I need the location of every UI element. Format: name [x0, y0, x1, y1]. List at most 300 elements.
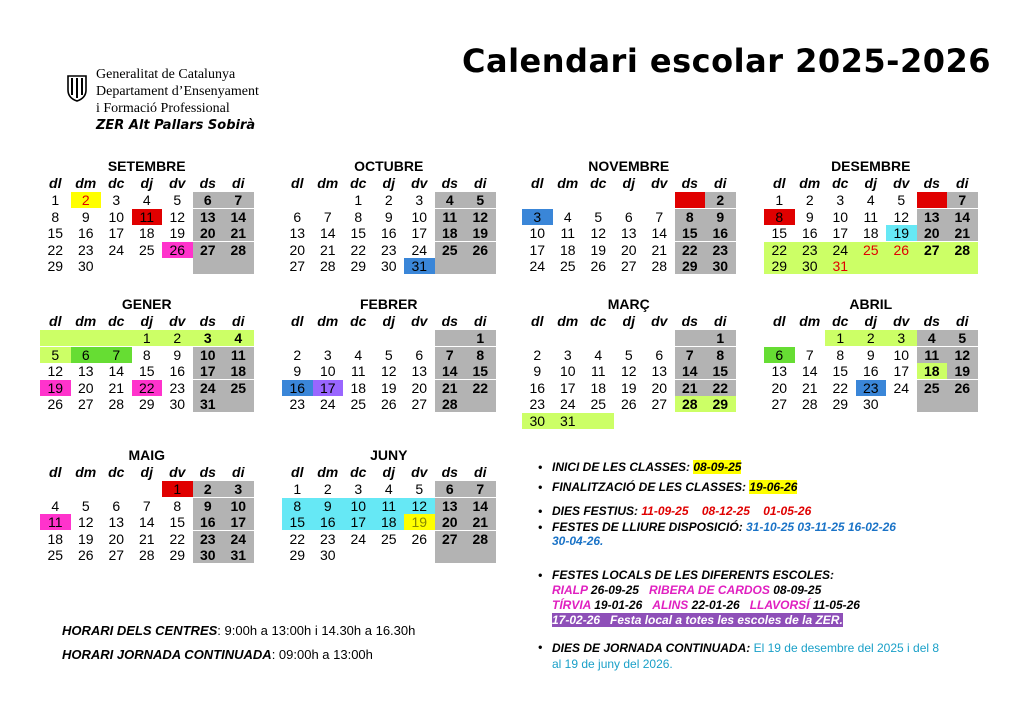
day-cell: 28 [435, 396, 466, 412]
weekday-label: dm [799, 175, 821, 191]
day-cell: 9 [866, 346, 875, 363]
empty-cell [917, 396, 948, 412]
weekday-label: ds [199, 175, 216, 191]
day-cell: 21 [319, 241, 336, 258]
day-cell: 30 [380, 258, 397, 274]
day-cell: 10 [893, 346, 910, 363]
day-cell: 29 [832, 396, 849, 412]
day-cell: 6 [293, 208, 302, 225]
day-cell: 23 [77, 241, 94, 258]
day-cell: 27 [289, 258, 306, 274]
weekday-label: dv [169, 175, 186, 191]
day-cell: 29 [764, 258, 795, 274]
day-cell: 8 [836, 346, 845, 363]
day-cell: 14 [319, 225, 336, 241]
day-cell: 26 [886, 242, 917, 258]
empty-cell [465, 396, 496, 412]
weekday-label: dj [140, 464, 153, 480]
day-cell: 13 [435, 498, 466, 514]
weekday-label: dv [411, 175, 428, 191]
day-cell: 8 [51, 208, 60, 225]
empty-cell [856, 258, 887, 274]
day-cell: 17 [529, 241, 546, 258]
day-cell: 20 [917, 225, 948, 241]
empty-cell [223, 396, 254, 412]
day-cell: 13 [289, 225, 306, 241]
day-cell: 12 [590, 225, 607, 241]
day-cell: 10 [559, 363, 576, 379]
zer-name: ZER Alt Pallars Sobirà [96, 118, 256, 133]
day-cell: 16 [313, 514, 344, 530]
day-cell: 29 [47, 258, 64, 274]
day-cell: 11 [917, 347, 948, 363]
day-cell: 8 [465, 347, 496, 363]
day-cell: 12 [465, 209, 496, 225]
day-cell: 10 [108, 208, 125, 225]
day-cell: 26 [590, 258, 607, 274]
weekday-label: di [232, 313, 245, 329]
day-cell: 24 [529, 258, 546, 274]
day-cell: 12 [47, 363, 64, 379]
day-cell: 25 [559, 258, 576, 274]
empty-cell [40, 330, 71, 346]
weekday-label: dc [108, 464, 125, 480]
day-cell: 15 [675, 225, 706, 241]
weekday-label: dc [590, 313, 607, 329]
day-cell: 3 [563, 346, 572, 363]
day-cell: 28 [319, 258, 336, 274]
day-cell: 15 [832, 363, 849, 379]
day-cell: 20 [411, 379, 428, 396]
weekday-label: dj [140, 175, 153, 191]
weekday-label: dc [108, 313, 125, 329]
day-cell: 30 [169, 396, 186, 412]
day-cell: 21 [465, 514, 496, 530]
day-cell: 28 [947, 242, 978, 258]
day-cell: 22 [705, 380, 736, 396]
day-cell: 1 [465, 330, 496, 346]
day-cell: 29 [350, 258, 367, 274]
day-cell: 29 [675, 258, 706, 274]
day-cell: 15 [465, 363, 496, 379]
day-cell: 1 [825, 330, 856, 346]
weekday-label: dc [590, 175, 607, 191]
day-cell: 15 [169, 514, 186, 530]
day-cell: 5 [415, 481, 424, 497]
weekday-label: ds [199, 313, 216, 329]
day-cell: 21 [651, 241, 668, 258]
day-cell: 17 [313, 380, 344, 396]
month-name: JUNY [370, 447, 408, 463]
day-cell: 16 [169, 363, 186, 379]
day-cell: 23 [193, 531, 224, 547]
weekday-label: dv [169, 313, 186, 329]
day-cell: 19 [947, 363, 978, 379]
month-name: OCTUBRE [354, 158, 424, 174]
day-cell: 7 [435, 347, 466, 363]
day-cell: 2 [384, 192, 393, 208]
day-cell: 14 [651, 225, 668, 241]
day-cell: 10 [319, 363, 336, 379]
day-cell: 5 [81, 497, 90, 514]
weekday-label: dj [382, 313, 395, 329]
day-cell: 16 [862, 363, 879, 379]
month-maig [40, 447, 254, 564]
weekday-header [282, 313, 496, 329]
day-cell: 8 [142, 346, 151, 363]
weekday-label: dc [350, 175, 367, 191]
day-cell: 27 [411, 396, 428, 412]
day-cell: 27 [917, 242, 948, 258]
day-cell: 21 [223, 225, 254, 241]
day-cell: 1 [293, 481, 302, 497]
day-cell: 5 [897, 192, 906, 208]
day-cell: 13 [193, 209, 224, 225]
day-cell: 16 [193, 514, 224, 530]
day-cell: 16 [801, 225, 818, 241]
day-cell: 7 [101, 347, 132, 363]
day-cell: 7 [805, 346, 814, 363]
empty-cell [583, 413, 614, 429]
day-cell: 22 [169, 530, 186, 547]
weekday-label: dl [291, 464, 304, 480]
empty-cell [71, 330, 102, 346]
weekday-header [522, 313, 736, 329]
empty-cell [435, 258, 466, 274]
day-cell: 21 [947, 225, 978, 241]
weekday-header [282, 464, 496, 480]
day-cell: 30 [795, 258, 826, 274]
day-cell: 1 [354, 192, 363, 208]
day-cell: 18 [138, 225, 155, 241]
day-cell: 17 [223, 514, 254, 530]
day-cell: 7 [655, 208, 664, 225]
day-cell: 28 [465, 531, 496, 547]
day-cell: 10 [529, 225, 546, 241]
weekday-label: dl [531, 313, 544, 329]
weekday-label: dv [651, 175, 668, 191]
month-desembre [764, 158, 978, 275]
weekday-label: di [956, 175, 969, 191]
weekday-label: dc [350, 464, 367, 480]
day-cell: 2 [533, 346, 542, 363]
day-cell: 2 [705, 192, 736, 208]
day-cell: 21 [138, 530, 155, 547]
day-cell: 22 [465, 380, 496, 396]
empty-cell [675, 330, 706, 346]
day-cell: 6 [112, 497, 121, 514]
day-cell: 8 [282, 498, 313, 514]
day-cell: 10 [223, 498, 254, 514]
day-cell: 9 [173, 346, 182, 363]
day-cell: 19 [77, 530, 94, 547]
day-cell: 22 [132, 380, 163, 396]
day-cell: 18 [374, 514, 405, 530]
day-cell: 4 [354, 346, 363, 363]
weekday-label: ds [681, 175, 698, 191]
day-cell: 25 [917, 380, 948, 396]
org-name: Generalitat de Catalunya Departament d’Ensenyament i Formació Professional [96, 67, 259, 116]
empty-cell [101, 330, 132, 346]
day-cell: 16 [529, 379, 546, 396]
day-cell: 29 [289, 547, 306, 563]
weekday-label: dv [411, 464, 428, 480]
day-cell: 18 [917, 363, 948, 379]
day-cell: 30 [522, 413, 553, 429]
day-cell: 2 [805, 192, 814, 208]
day-cell: 7 [142, 497, 151, 514]
day-cell: 22 [350, 241, 367, 258]
weekday-label: dm [317, 175, 339, 191]
day-cell: 3 [112, 192, 121, 208]
day-cell: 24 [108, 241, 125, 258]
weekday-label: dv [411, 313, 428, 329]
day-cell: 5 [384, 346, 393, 363]
day-cell: 13 [651, 363, 668, 379]
day-cell: 14 [947, 209, 978, 225]
empty-cell [886, 258, 917, 274]
weekday-label: di [474, 313, 487, 329]
day-cell: 13 [77, 363, 94, 379]
day-cell: 11 [863, 208, 879, 225]
day-cell: 4 [866, 192, 875, 208]
weekday-label: di [714, 313, 727, 329]
weekday-label: dm [317, 313, 339, 329]
day-cell: 21 [801, 379, 818, 396]
day-cell: 27 [620, 258, 637, 274]
month-febrer [282, 296, 496, 413]
weekday-label: dv [893, 313, 910, 329]
weekday-header [282, 175, 496, 191]
day-cell: 17 [893, 363, 910, 379]
day-cell: 26 [47, 396, 64, 412]
day-cell: 23 [856, 380, 887, 396]
weekday-label: ds [923, 313, 940, 329]
day-cell: 9 [293, 363, 302, 379]
weekday-label: di [474, 175, 487, 191]
day-cell: 9 [384, 208, 393, 225]
day-cell: 24 [193, 380, 224, 396]
day-cell: 6 [917, 192, 948, 208]
day-cell: 4 [917, 330, 948, 346]
month-abril [764, 296, 978, 413]
day-cell: 18 [590, 379, 607, 396]
day-cell: 15 [350, 225, 367, 241]
weekday-label: dj [864, 175, 877, 191]
day-cell: 5 [173, 192, 182, 208]
day-cell: 2 [71, 192, 102, 208]
day-cell: 22 [764, 242, 795, 258]
weekday-label: ds [199, 464, 216, 480]
empty-cell [465, 547, 496, 563]
day-cell: 15 [771, 225, 788, 241]
day-cell: 20 [651, 379, 668, 396]
day-cell: 3 [193, 330, 224, 346]
day-cell: 14 [465, 498, 496, 514]
day-cell: 24 [825, 242, 856, 258]
generalitat-shield-icon [66, 74, 88, 102]
day-cell: 7 [675, 347, 706, 363]
day-cell: 26 [411, 530, 428, 547]
day-cell: 20 [77, 379, 94, 396]
day-cell: 19 [590, 241, 607, 258]
day-cell: 14 [435, 363, 466, 379]
day-cell: 18 [223, 363, 254, 379]
day-cell: 25 [590, 396, 607, 412]
weekday-label: dv [169, 464, 186, 480]
weekday-label: dj [864, 313, 877, 329]
day-cell: 28 [801, 396, 818, 412]
day-cell: 11 [590, 363, 606, 379]
day-cell: 5 [624, 346, 633, 363]
weekday-label: dl [49, 464, 62, 480]
empty-cell [435, 547, 466, 563]
day-cell: 20 [620, 241, 637, 258]
month-name: SETEMBRE [107, 158, 186, 174]
day-cell: 16 [282, 380, 313, 396]
day-cell: 23 [169, 379, 186, 396]
day-cell: 22 [832, 379, 849, 396]
day-cell: 3 [522, 209, 553, 225]
empty-cell [917, 258, 948, 274]
day-cell: 4 [594, 346, 603, 363]
day-cell: 9 [705, 209, 736, 225]
day-cell: 26 [162, 242, 193, 258]
day-cell: 29 [705, 396, 736, 412]
month-name: MAIG [128, 447, 166, 463]
weekday-label: dl [773, 175, 786, 191]
day-cell: 14 [138, 514, 155, 530]
day-cell: 18 [559, 241, 576, 258]
day-cell: 11 [350, 363, 366, 379]
day-cell: 24 [559, 396, 576, 412]
weekday-label: dm [75, 464, 97, 480]
weekday-header [522, 175, 736, 191]
day-cell: 31 [223, 547, 254, 563]
empty-cell [435, 330, 466, 346]
day-cell: 18 [350, 379, 367, 396]
day-cell: 11 [40, 514, 71, 530]
day-cell: 4 [51, 497, 60, 514]
day-cell: 26 [77, 547, 94, 563]
day-cell: 5 [947, 330, 978, 346]
day-cell: 27 [77, 396, 94, 412]
day-cell: 31 [825, 258, 856, 274]
day-cell: 15 [705, 363, 736, 379]
weekday-label: dv [651, 313, 668, 329]
day-cell: 31 [553, 413, 584, 429]
weekday-label: di [232, 175, 245, 191]
weekday-label: ds [923, 175, 940, 191]
day-cell: 18 [862, 225, 879, 241]
month-març [522, 296, 736, 429]
day-cell: 24 [411, 241, 428, 258]
day-cell: 29 [169, 547, 186, 563]
weekday-label: dc [832, 175, 849, 191]
day-cell: 19 [886, 225, 917, 241]
day-cell: 20 [289, 241, 306, 258]
day-cell: 3 [415, 192, 424, 208]
day-cell: 14 [108, 363, 125, 379]
weekday-label: ds [441, 175, 458, 191]
day-cell: 19 [169, 225, 186, 241]
weekday-label: dc [108, 175, 125, 191]
weekday-label: dl [291, 175, 304, 191]
day-cell: 23 [705, 242, 736, 258]
day-cell: 24 [893, 379, 910, 396]
weekday-label: dv [893, 175, 910, 191]
day-cell: 12 [620, 363, 637, 379]
day-cell: 11 [560, 225, 576, 241]
day-cell: 23 [289, 396, 306, 412]
month-name: GENER [121, 296, 172, 312]
day-cell: 11 [374, 498, 405, 514]
day-cell: 30 [319, 547, 336, 563]
day-cell: 27 [108, 547, 125, 563]
month-novembre [522, 158, 736, 275]
day-cell: 25 [380, 530, 397, 547]
empty-cell [223, 258, 254, 274]
day-cell: 1 [675, 192, 706, 208]
day-cell: 8 [354, 208, 363, 225]
day-cell: 23 [529, 396, 546, 412]
weekday-label: di [232, 464, 245, 480]
day-cell: 11 [435, 209, 466, 225]
day-cell: 2 [323, 481, 332, 497]
day-cell: 28 [651, 258, 668, 274]
day-cell: 18 [47, 530, 64, 547]
day-cell: 6 [764, 347, 795, 363]
day-cell: 23 [380, 241, 397, 258]
weekday-header [764, 313, 978, 329]
day-cell: 19 [404, 514, 435, 530]
day-cell: 9 [193, 498, 224, 514]
page-title: Calendari escolar 2025-2026 [462, 42, 992, 80]
day-cell: 8 [675, 209, 706, 225]
day-cell: 27 [435, 531, 466, 547]
weekday-label: ds [681, 313, 698, 329]
day-cell: 19 [40, 380, 71, 396]
day-cell: 11 [132, 209, 163, 225]
day-cell: 25 [138, 241, 155, 258]
empty-cell [465, 258, 496, 274]
day-cell: 14 [801, 363, 818, 379]
day-cell: 10 [832, 208, 849, 225]
day-cell: 4 [563, 208, 572, 225]
weekday-label: dc [350, 313, 367, 329]
month-name: ABRIL [849, 296, 893, 312]
day-cell: 10 [411, 208, 428, 225]
day-cell: 6 [435, 481, 466, 497]
day-cell: 8 [705, 347, 736, 363]
day-cell: 6 [415, 346, 424, 363]
day-cell: 7 [947, 192, 978, 208]
day-cell: 9 [313, 498, 344, 514]
day-cell: 1 [51, 192, 60, 208]
day-cell: 1 [775, 192, 784, 208]
day-cell: 21 [108, 379, 125, 396]
day-cell: 20 [435, 514, 466, 530]
day-cell: 13 [771, 363, 788, 379]
day-cell: 17 [411, 225, 428, 241]
day-cell: 23 [319, 530, 336, 547]
horari-centres: HORARI DELS CENTRES: 9:00h a 13:00h i 14.30h a 16.30h [62, 623, 416, 638]
weekday-label: dj [382, 175, 395, 191]
weekday-label: dm [799, 313, 821, 329]
day-cell: 19 [380, 379, 397, 396]
empty-cell [193, 258, 224, 274]
day-cell: 25 [350, 396, 367, 412]
